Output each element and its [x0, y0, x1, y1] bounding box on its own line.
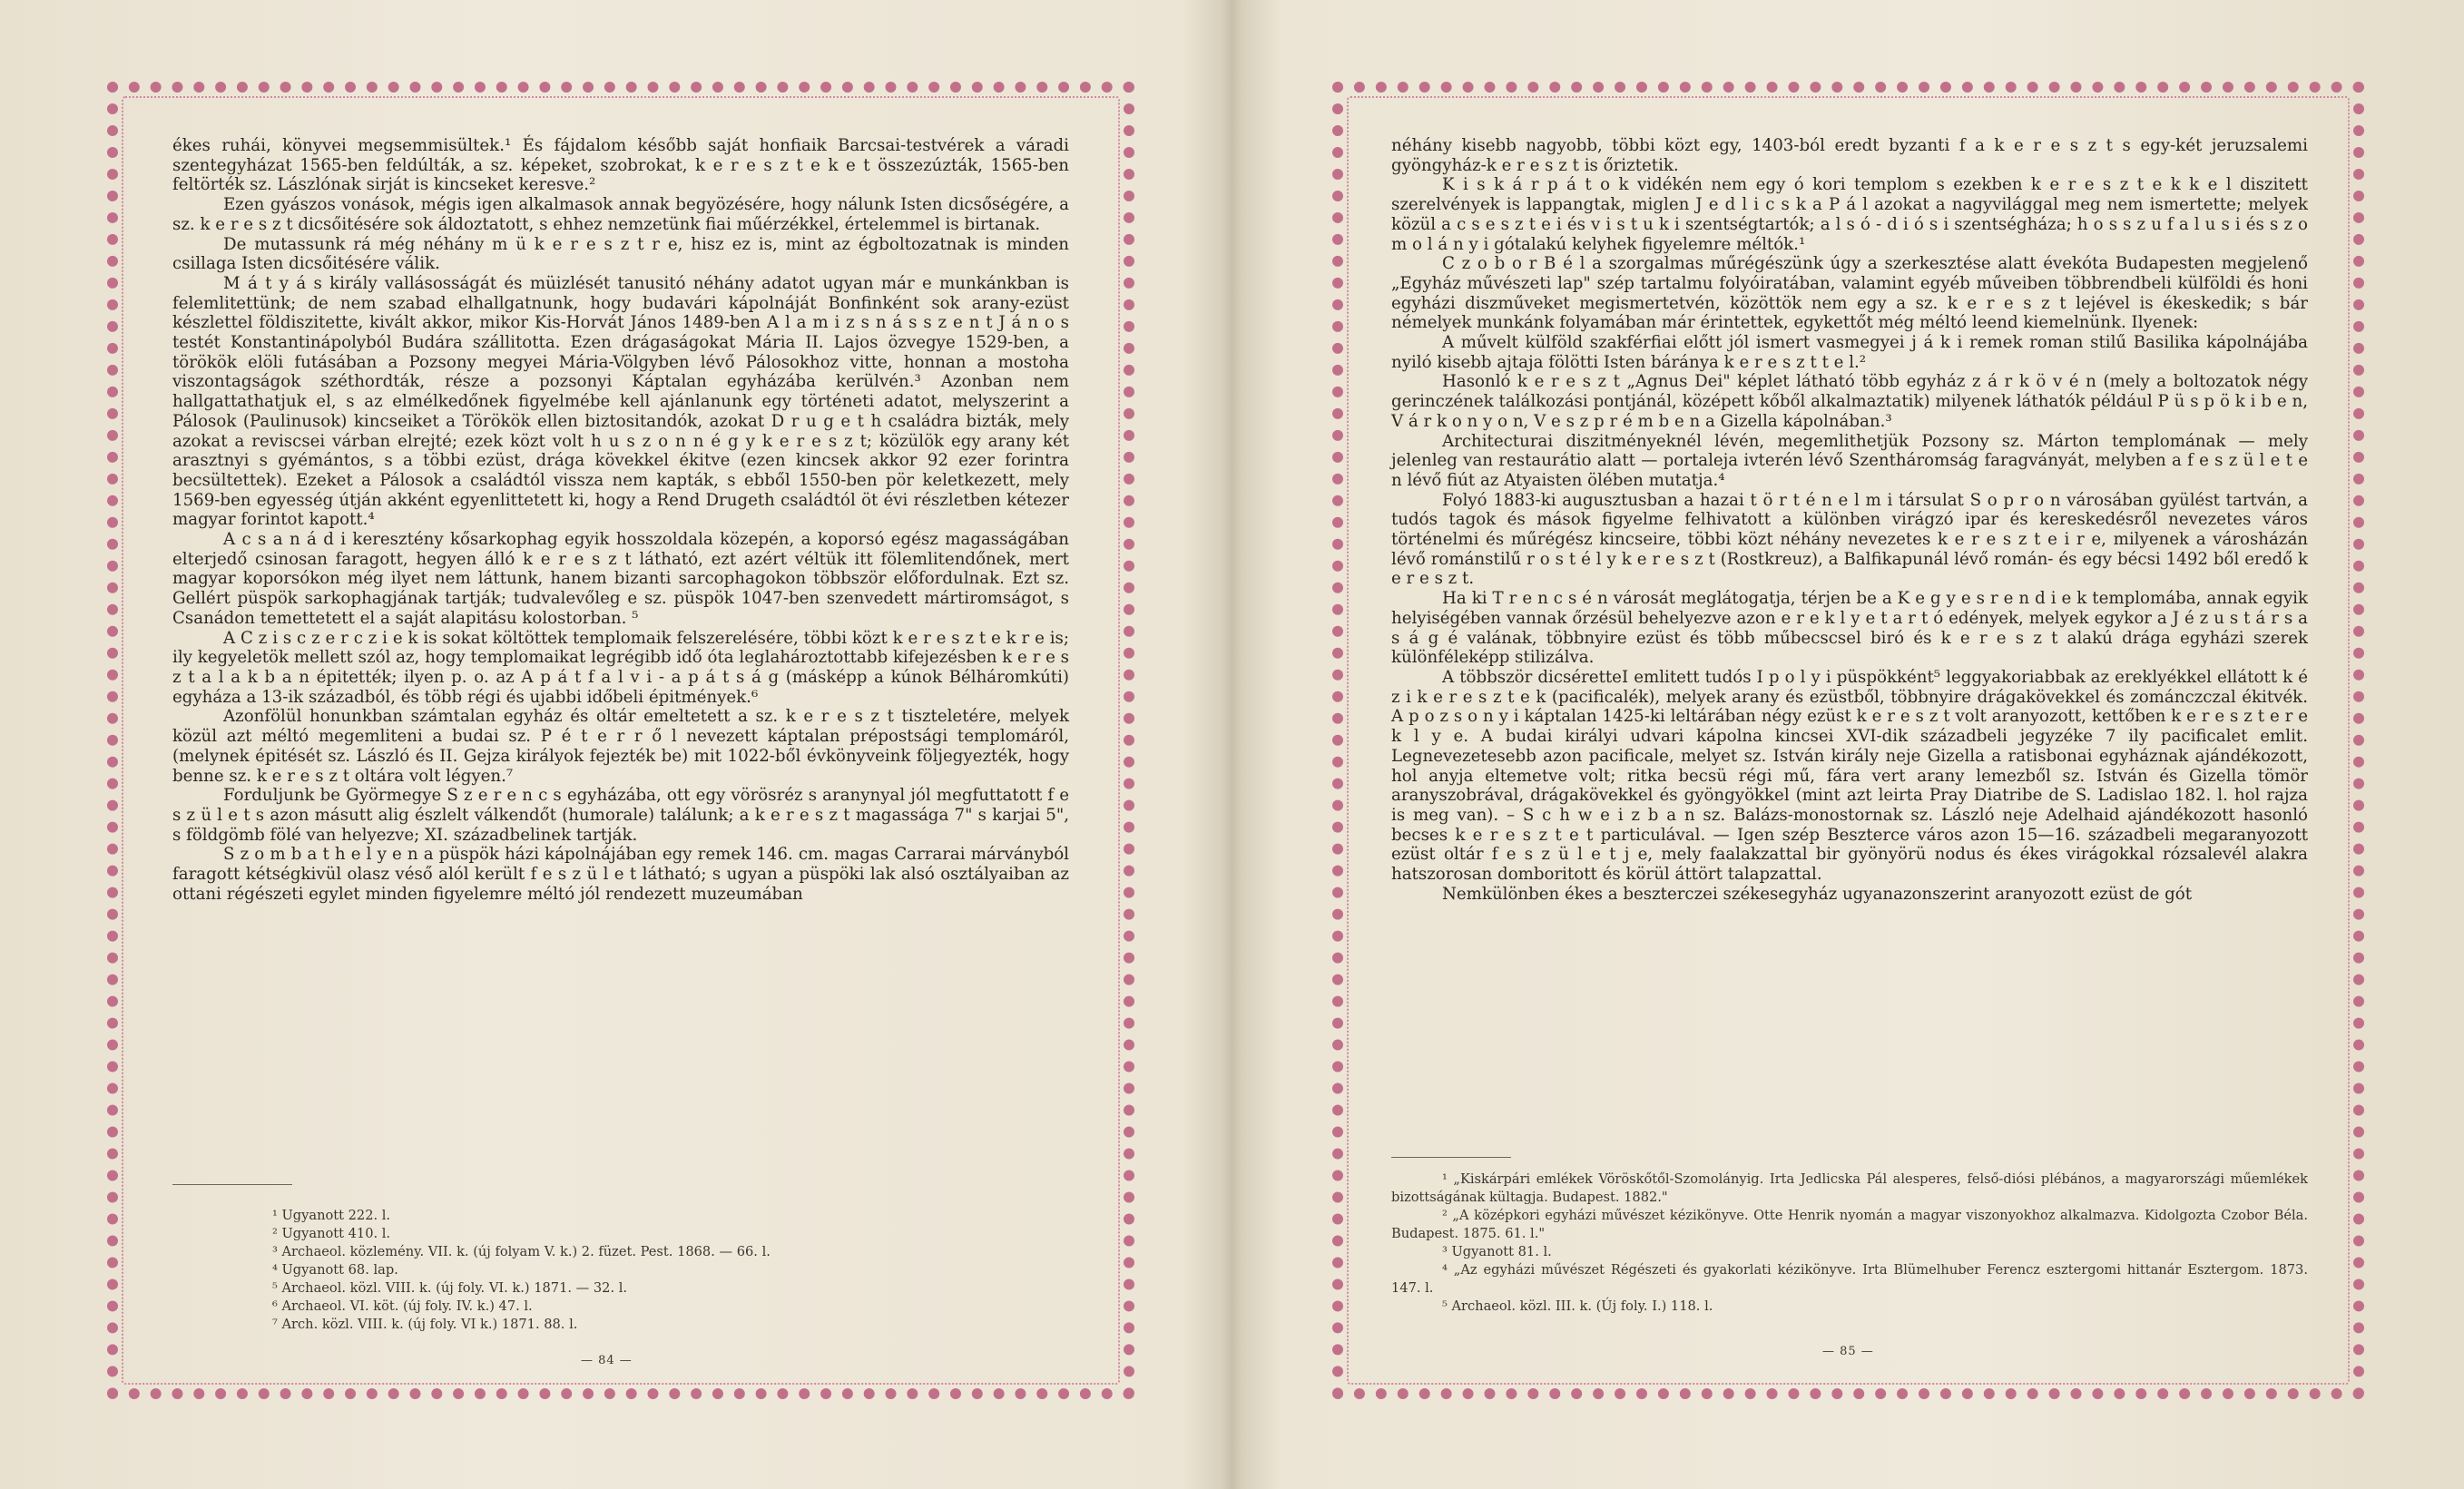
paragraph: S z o m b a t h e l y e n a püspök házi kápolnájában egy remek 146. cm. magas Carrarai márványból faragott kétségkivül olasz véső alól került f e s z ü l e t látható; s ugyan a püspöki lak alsó osztályaiban az ottani régészeti egylet minden figyelemre méltó jól rendezett muzeumában — [172, 845, 1069, 904]
footnote: ⁴ Ugyanott 68. lap. — [272, 1262, 398, 1278]
footnote: ² Ugyanott 410. l. — [272, 1226, 391, 1241]
footnote: ⁵ Archaeol. közl. VIII. k. (új foly. VI. k.) 1871. — 32. l. — [272, 1280, 628, 1296]
paragraph: Folyó 1883-ki augusztusban a hazai t ö r t é n e l m i társulat S o p r o n városában gyülést tartván, a tudós tagok és mások figyelme felhivatott a különben virágzó ipar és kereskedésről nevezetes város történelmi és műrégész kincseire, többi közt néhány nevezetes k e r e s z t e i r e, milyenek a városházán lévő románstilű r o s t é l y k e r e s z t (Rostkreuz), a Balfikapunál lévő román- és egy bécsi 1492 ből eredő k e r e s z t. — [1391, 490, 2308, 589]
paragraph: K i s k á r p á t o k vidékén nem egy ó kori templom s ezekben k e r e s z t e k k e l diszitett szerelvények is lappangtak, miglen J e d l i c s k a P á l azokat a nagyvilággal meg nem ismertette; melyek közül a c s e s z t e i és v i s t u k i szentségtartók; a l s ó - d i ó s i szentségháza; h o s s z u f a l u s i és s z o m o l á n y i gótalakú kelyhek figyelemre méltók.¹ — [1391, 175, 2308, 254]
paragraph: Ezen gyászos vonások, mégis igen alkalmasok annak begyözésére, hogy nálunk Isten dicsőségére, a sz. k e r e s z t dicsőitésére sok áldoztatott, s ehhez nemzetünk fiai műérzékkel, értelemmel is birtanak. — [172, 195, 1069, 234]
paragraph: Nemkülönben ékes a beszterczei székesegyház ugyanazonszerint aranyozott ezüst de gót — [1442, 884, 2193, 904]
footnote: ¹ Ugyanott 222. l. — [272, 1208, 391, 1223]
paragraph: Ha ki T r e n c s é n városát meglátogatja, térjen be a K e g y e s r e n d i e k templomába, annak egyik helyiségében vannak őrzésül behelyezve azon e r e k l y e t a r t ó edények, melyek egykor a J é z u s t á r s a s á g é valának, többnyire ezüst és több műbecscsel biró és k e r e s z t alakú drága egyházi szerek különféleképp stilizálva. — [1391, 589, 2308, 668]
footnote: ⁴ „Az egyházi művészet Régészeti és gyakorlati kézikönyve. Irta Blümelhuber Ferencz esztergomi hittanár Esztergom. 1873. 147. l. — [1391, 1262, 2308, 1296]
paragraph: ékes ruhái, könyvei megsemmisültek.¹ És fájdalom később saját honfiaik Barcsai-testvérek a váradi szentegyházat 1565-ben feldúlták, a sz. képeket, szobrokat, k e r e s z t e k e t összezúzták, 1565-ben feltörték sz. Lászlónak sirját is kincseket keresve.² — [172, 136, 1069, 195]
paragraph: Architecturai diszitményeknél lévén, megemlithetjük Pozsony sz. Márton templomának — mely jelenleg van restaurátio alatt — portaleja ivterén lévő Szentháromság faragványát, melyben a f e s z ü l e t e n lévő fiút az Atyaisten ölében mutatja.⁴ — [1391, 431, 2308, 490]
paragraph: A művelt külföld szakférfiai előtt jól ismert vasmegyei j á k i remek roman stilű Basilika kápolnájába nyiló kisebb ajtaja fölötti Isten báránya k e r e s z t t e l.² — [1391, 333, 2308, 372]
body-text — [1391, 136, 2308, 904]
paragraph: A többször dicséretteI emlitett tudós I p o l y i püspökként⁵ leggyakoriabbak az ereklyékkel ellátott k é z i k e r e s z t e k (pacificalék), melyek arany és ezüstből, többnyire drágakövekkel és zománczczal ékitvék. A p o z s o n y i káptalan 1425-ki leltárában négy ezüst k e r e s z t volt aranyozott, kettőben k e r e s z t e r e k l y e. A budai királyi udvari kápolna kincsei XVI-dik századbeli jegyzéke 7 ily pacificalet emlit. Legnevezetesebb azon pacificale, melyet sz. István király neje Gizella a ratisbonai egyháznak ajándékozott, hol anyja eltemetve volt; ritka becsü régi mű, fára vert arany lemezből sz. István és Gizella tömör aranyszobrával, drágakövekkel és gyöngyökkel (mint azt leirta Pray Diatribe de S. Ladislao 182. l. hol rajza is meg van). – S c h w e i z b a n sz. Balázs-monostornak sz. László neje Adelhaid ajándékozott hasonló becses k e r e s z t e t particulával. — Igen szép Beszterce város azon 15—16. századbeli megaranyozott ezüst oltár f e s z ü l e t j e, mely faalakzattal bir gyönyörü nodus és ékes virágokkal rózsalevél alakra hatszorosan domboritott és körül áttört talapzattal. — [1391, 667, 2308, 885]
footnote: ² „A középkori egyházi művészet kézikönyve. Otte Henrik nyomán a magyar viszonyokhoz alkalmazva. Kidolgozta Czobor Béla. Budapest. 1875. 61. l." — [1391, 1208, 2308, 1241]
footnotes — [272, 1207, 1053, 1334]
page-number: — 84 — — [581, 1354, 633, 1367]
paragraph: A C z i s c z e r c z i e k is sokat költöttek templomaik felszerelésére, többi közt k e r e s z t e k r e is; ily kegyeletök mellett szól az, hogy templomaikat legrégibb idő óta leglahároztottabb kifejezésben k e r e s z t a l a k b a n épitették; ilyen p. o. az A p á t f a l v i - a p á t s á g (másképp a kúnok Bélháromkúti) egyháza a 13-ik századból, és több régi és ujabbi időbeli épitmények.⁶ — [172, 628, 1069, 707]
right-page — [1232, 0, 2464, 1489]
paragraph: De mutassunk rá még néhány m ü k e r e s z t r e, hisz ez is, mint az égboltozatnak is minden csillaga Isten dicsőitésére válik. — [172, 234, 1069, 274]
paragraph: Forduljunk be Györmegye S z e r e n c s egyházába, ott egy vörösréz s aranynyal jól megfuttatott f e s z ü l e t s azon másutt alig észlelt válkendőt (humorale) találunk; a k e r e s z t magassága 7" s karjai 5", s földgömb fölé van helyezve; XI. századbelinek tartják. — [172, 786, 1069, 845]
paragraph: M á t y á s király vallásosságát és müizlését tanusitó néhány adatot ugyan már e munkánkban is felemlitettünk; de nem szabad elhallgatnunk, hogy budavári kápolnáját Bonfinként sok arany-ezüst készlettel földiszitette, kivált akkor, mikor Kis-Horvát János 1489-ben A l a m i z s n á s s z e n t J á n o s testét Konstantinápolyból Budára szállitotta. Ezen drágaságokat Mária II. Lajos özvegye 1529-ben, a törökök elöli futásában a Pozsony megyei Mária-Völgyben lévő Pálosokhoz vitte, honnan a mostoha viszontagságok széthordták, része a pozsonyi Káptalan egyházába kerülvén.³ Azonban nem hallgattathatjuk el, s az elmélkedőnek figyelmébe kell ajánlanunk egy történeti adatot, melyszerint a Pálosok (Paulinusok) kincseiket a Törökök ellen biztositandók, azokat D r u g e t h családra bizták, mely azokat a reviscsei várban elrejté; ezek közt volt h u s z o n n é g y k e r e s z t; közülök egy arany két arasztnyi s gyémántos, s a többi ezüst, drága kövekkel ékitve (ezen kincsek akkor 92 ezer forintra becsültettek). Ezeket a Pálosok a családtól vissza nem kapták, s ebből 1550-ben pör keletkezett, mely 1569-ben egyesség útján akként egyenlittetett ki, hogy a Rend Drugeth családtól öt évi részletben kétezer magyar forintot kapott.⁴ — [172, 273, 1069, 530]
paragraph: Azonfölül honunkban számtalan egyház és oltár emeltetett a sz. k e r e s z t tiszteletére, melyek közül azt méltó megemliteni a budai sz. P é t e r r ő l nevezett káptalan prépostsági templomáról, (melynek épitését sz. László és II. Gejza királyok fejezték be) mit 1022-ből évkönyveink följegyezték, hogy benne sz. k e r e s z t oltára volt légyen.⁷ — [172, 707, 1069, 786]
paragraph: A c s a n á d i keresztény kősarkophag egyik hosszoldala közepén, a koporsó egész magasságában elterjedő csinosan faragott, hegyen álló k e r e s z t látható, ezt azért véltük itt fölemlitendőnek, mert magyar koporsókon még ilyet nem láttunk, hanem bizanti sarcophagokon többször előfordulnak. Ezt sz. Gellért püspök sarkophagjának tartják; tudvalevőleg e sz. püspök 1047-ben szenvedett mártiromságot, s Csanádon temettetett el a saját alapitásu kolostorban. ⁵ — [172, 530, 1069, 628]
footnote: ³ Ugyanott 81. l. — [1442, 1244, 1552, 1259]
paragraph: néhány kisebb nagyobb, többi közt egy, 1403-ból eredt byzanti f a k e r e s z t s egy-két jeruzsalemi gyöngyház-k e r e s z t is őriztetik. — [1391, 136, 2308, 175]
paragraph: Hasonló k e r e s z t „Agnus Dei" képlet látható több egyház z á r k ö v é n (mely a boltozatok négy gerinczének találkozási pontjánál, középett kőből alkalmaztatik) milyenek láthatók például P ü s p ö k i b e n, V á r k o n y o n, V e s z p r é m b e n a Gizella kápolnában.³ — [1391, 372, 2308, 431]
body-text — [172, 136, 1069, 904]
footnote-rule — [1391, 1157, 1511, 1158]
footnote: ⁵ Archaeol. közl. III. k. (Új foly. I.) 118. l. — [1442, 1298, 1713, 1314]
footnotes — [1391, 1171, 2308, 1316]
page-number: — 85 — — [1822, 1345, 1874, 1358]
footnote: ⁶ Archaeol. VI. köt. (új foly. IV. k.) 47. l. — [272, 1298, 533, 1314]
footnote: ³ Archaeol. közlemény. VII. k. (új folyam V. k.) 2. füzet. Pest. 1868. — 66. l. — [272, 1244, 771, 1259]
paragraph: C z o b o r B é l a szorgalmas műrégészünk úgy a szerkesztése alatt évekóta Budapesten megjelenő „Egyház művészeti lap" szép tartalmu folyóiratában, valamint egyéb műveiben többrendbeli külföldi és honi egyházi diszműveket megismertetvén, közöttök nem egy a sz. k e r e s z t lejével is ékeskedik; s bár némelyek munkánk folyamában már érintettek, egykettőt még méltó leend kiemelnünk. Ilyenek: — [1391, 254, 2308, 333]
footnote: ⁷ Arch. közl. VIII. k. (új foly. VI k.) 1871. 88. l. — [272, 1317, 578, 1332]
footnote: ¹ „Kiskárpári emlékek Vöröskőtől-Szomolányig. Irta Jedlicska Pál alesperes, felső-diósi plébános, a magyarországi műemlékek bizottságának kültagja. Budapest. 1882." — [1391, 1171, 2308, 1205]
footnote-rule — [172, 1184, 292, 1185]
